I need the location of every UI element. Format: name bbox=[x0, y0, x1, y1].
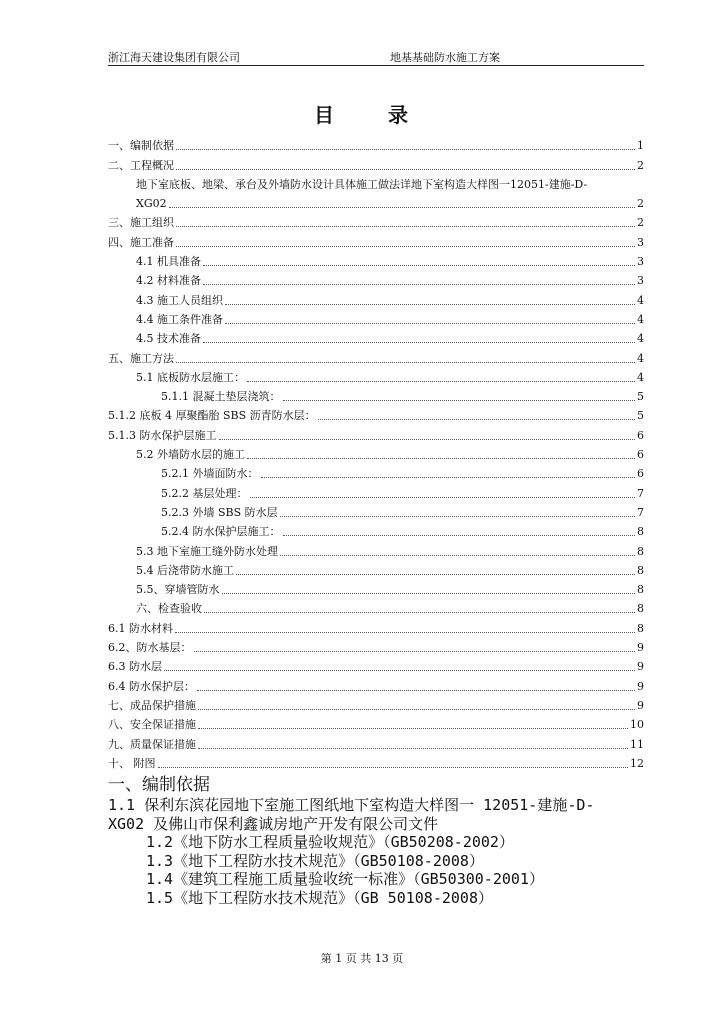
toc-entry[interactable] bbox=[108, 192, 644, 211]
toc-entry-page: 2 bbox=[637, 158, 644, 172]
toc-entry-label: 四、施工准备 bbox=[108, 235, 174, 249]
toc-entry-label: 地下室底板、地梁、承台及外墙防水设计具体施工做法详地下室构造大样图一12051-建施-D- bbox=[136, 177, 588, 191]
toc-entry-label: 5.1.3 防水保护层施工 bbox=[108, 428, 217, 442]
toc-entry-label: 5.2 外墙防水层的施工 bbox=[136, 448, 245, 462]
toc-entry[interactable] bbox=[108, 173, 644, 192]
toc-entry-page: 2 bbox=[637, 216, 644, 230]
toc-entry-label: 5.2.4 防水保护层施工： bbox=[161, 525, 281, 539]
toc-entry[interactable] bbox=[108, 269, 644, 288]
toc-entry[interactable] bbox=[108, 462, 644, 481]
toc-entry-page: 8 bbox=[637, 602, 644, 616]
page-header bbox=[108, 47, 644, 66]
toc-leader-dots bbox=[247, 381, 635, 382]
toc-entry-page: 6 bbox=[637, 428, 644, 442]
toc-leader-dots bbox=[169, 207, 635, 208]
toc-entry-label: 4.4 施工条件准备 bbox=[136, 312, 223, 326]
toc-entry[interactable] bbox=[108, 308, 644, 327]
toc-entry[interactable] bbox=[108, 153, 644, 172]
toc-entry-label: XG02 bbox=[136, 197, 167, 211]
toc-entry[interactable] bbox=[108, 288, 644, 307]
toc-entry[interactable] bbox=[108, 539, 644, 558]
toc-entry-label: 5.1.1 混凝土垫层浇筑： bbox=[161, 390, 281, 404]
basis-line-1: 1.1 保利东滨花园地下室施工图纸地下室构造大样图一 12051-建施-D- bbox=[108, 796, 595, 814]
toc-leader-dots bbox=[236, 574, 635, 575]
toc-leader-dots bbox=[203, 284, 635, 285]
toc-leader-dots bbox=[164, 670, 635, 671]
toc-entry-page: 5 bbox=[637, 409, 644, 423]
toc-entry-page: 9 bbox=[637, 641, 644, 655]
table-of-contents bbox=[108, 134, 644, 771]
toc-entry-page: 9 bbox=[637, 660, 644, 674]
toc-entry[interactable] bbox=[108, 616, 644, 635]
toc-entry-label: 八、安全保证措施 bbox=[108, 718, 196, 732]
toc-entry-label: 5.4 后浇带防水施工 bbox=[136, 563, 234, 577]
toc-leader-dots bbox=[197, 690, 635, 691]
toc-entry-label: 4.3 施工人员组织 bbox=[136, 293, 223, 307]
basis-line-2: XG02 及佛山市保利鑫诚房地产开发有限公司文件 bbox=[108, 814, 439, 833]
toc-leader-dots bbox=[158, 767, 629, 768]
toc-entry-label: 5.2.3 外墙 SBS 防水层 bbox=[161, 505, 278, 519]
toc-leader-dots bbox=[198, 748, 628, 749]
toc-entry-label: 5.3 地下室施工缝外防水处理 bbox=[136, 544, 278, 558]
toc-entry[interactable] bbox=[108, 211, 644, 230]
toc-entry[interactable] bbox=[108, 250, 644, 269]
toc-entry[interactable] bbox=[108, 578, 644, 597]
toc-entry-page: 8 bbox=[637, 563, 644, 577]
toc-leader-dots bbox=[219, 439, 636, 440]
toc-entry-page: 2 bbox=[637, 197, 644, 211]
toc-entry[interactable] bbox=[108, 655, 644, 674]
toc-entry[interactable] bbox=[108, 694, 644, 713]
toc-title-char-2: 录 bbox=[388, 103, 410, 127]
toc-leader-dots bbox=[204, 612, 635, 613]
toc-entry-page: 8 bbox=[637, 583, 644, 597]
toc-entry-label: 6.1 防水材料 bbox=[108, 621, 173, 635]
toc-entry-page: 9 bbox=[637, 698, 644, 712]
toc-entry[interactable] bbox=[108, 674, 644, 693]
toc-leader-dots bbox=[280, 516, 635, 517]
toc-entry-page: 4 bbox=[637, 332, 644, 346]
toc-entry-page: 4 bbox=[637, 351, 644, 365]
toc-leader-dots bbox=[283, 535, 636, 536]
toc-entry-page: 4 bbox=[637, 370, 644, 384]
toc-entry[interactable] bbox=[108, 230, 644, 249]
toc-entry-label: 5.5、穿墙管防水 bbox=[136, 583, 220, 597]
toc-leader-dots bbox=[176, 226, 635, 227]
toc-entry-label: 五、施工方法 bbox=[108, 351, 174, 365]
toc-entry[interactable] bbox=[108, 636, 644, 655]
toc-entry[interactable] bbox=[108, 346, 644, 365]
toc-leader-dots bbox=[194, 651, 636, 652]
toc-entry-label: 4.5 技术准备 bbox=[136, 332, 201, 346]
toc-entry-label: 九、质量保证措施 bbox=[108, 737, 196, 751]
toc-leader-dots bbox=[176, 149, 635, 150]
toc-entry-page: 11 bbox=[630, 737, 644, 751]
toc-leader-dots bbox=[225, 304, 635, 305]
document-title: 地基基础防水施工方案 bbox=[390, 51, 500, 64]
toc-entry-page: 4 bbox=[637, 312, 644, 326]
toc-entry-page: 3 bbox=[637, 235, 644, 249]
toc-entry[interactable] bbox=[108, 752, 644, 771]
toc-entry[interactable] bbox=[108, 385, 644, 404]
toc-entry-page: 7 bbox=[637, 486, 644, 500]
toc-entry-label: 5.1.2 底板 4 厚聚酯胎 SBS 沥青防水层： bbox=[108, 409, 316, 423]
toc-entry-label: 4.2 材料准备 bbox=[136, 274, 201, 288]
section-body bbox=[108, 796, 648, 907]
toc-entry-page: 4 bbox=[637, 293, 644, 307]
toc-entry-label: 一、编制依据 bbox=[108, 139, 174, 153]
toc-leader-dots bbox=[198, 709, 635, 710]
toc-entry-label: 5.1 底板防水层施工： bbox=[136, 370, 245, 384]
toc-title-char-1: 目 bbox=[314, 103, 336, 127]
toc-leader-dots bbox=[176, 362, 635, 363]
toc-entry[interactable] bbox=[108, 327, 644, 346]
toc-entry-page: 8 bbox=[637, 525, 644, 539]
toc-entry-label: 十、 附图 bbox=[108, 756, 156, 770]
toc-entry-page: 1 bbox=[637, 139, 644, 153]
toc-entry[interactable] bbox=[108, 443, 644, 462]
toc-entry-label: 六、检查验收 bbox=[136, 602, 202, 616]
reference-item: 1.5《地下工程防水技术规范》（GB 50108-2008） bbox=[146, 888, 493, 907]
toc-leader-dots bbox=[203, 265, 635, 266]
toc-entry-page: 8 bbox=[637, 621, 644, 635]
toc-entry-label: 6.2、防水基层： bbox=[108, 641, 192, 655]
page-footer: 第 1 页 共 13 页 bbox=[320, 952, 404, 965]
toc-entry[interactable] bbox=[108, 559, 644, 578]
toc-leader-dots bbox=[283, 400, 636, 401]
reference-item: 1.2《地下防水工程质量验收规范》（GB50208-2002） bbox=[146, 833, 514, 851]
toc-entry-page: 10 bbox=[630, 718, 644, 732]
toc-entry-label: 4.1 机具准备 bbox=[136, 255, 201, 269]
toc-entry-label: 七、成品保护措施 bbox=[108, 698, 196, 712]
toc-entry-page: 12 bbox=[630, 756, 644, 770]
toc-entry[interactable] bbox=[108, 481, 644, 500]
toc-entry-page: 8 bbox=[637, 544, 644, 558]
toc-entry-label: 5.2.1 外墙面防水： bbox=[161, 467, 259, 481]
toc-entry-page: 3 bbox=[637, 274, 644, 288]
toc-leader-dots bbox=[247, 458, 635, 459]
toc-leader-dots bbox=[318, 419, 635, 420]
toc-entry[interactable] bbox=[108, 732, 644, 751]
toc-entry-label: 三、施工组织 bbox=[108, 216, 174, 230]
toc-entry[interactable] bbox=[108, 520, 644, 539]
section-heading: 一、编制依据 bbox=[108, 775, 210, 795]
toc-leader-dots bbox=[176, 169, 635, 170]
toc-entry-label: 二、工程概况 bbox=[108, 158, 174, 172]
company-name: 浙江海天建设集团有限公司 bbox=[108, 51, 240, 64]
toc-leader-dots bbox=[222, 593, 636, 594]
toc-entry-label: 6.4 防水保护层： bbox=[108, 679, 195, 693]
toc-entry[interactable] bbox=[108, 597, 644, 616]
toc-leader-dots bbox=[198, 728, 628, 729]
reference-item: 1.4《建筑工程施工质量验收统一标准》（GB50300-2001） bbox=[146, 870, 544, 888]
toc-entry[interactable] bbox=[108, 404, 644, 423]
reference-item: 1.3《地下工程防水技术规范》（GB50108-2008） bbox=[146, 851, 484, 870]
toc-leader-dots bbox=[225, 323, 635, 324]
toc-entry-page: 7 bbox=[637, 505, 644, 519]
toc-entry-page: 3 bbox=[637, 255, 644, 269]
toc-leader-dots bbox=[250, 497, 636, 498]
toc-entry[interactable] bbox=[108, 713, 644, 732]
toc-entry-page: 5 bbox=[637, 390, 644, 404]
toc-leader-dots bbox=[280, 555, 635, 556]
toc-leader-dots bbox=[261, 477, 636, 478]
toc-title bbox=[0, 99, 724, 128]
toc-leader-dots bbox=[175, 632, 635, 633]
toc-entry-label: 6.3 防水层 bbox=[108, 660, 162, 674]
toc-entry[interactable] bbox=[108, 134, 644, 153]
toc-entry[interactable] bbox=[108, 423, 644, 442]
toc-leader-dots bbox=[203, 342, 635, 343]
toc-entry-page: 6 bbox=[637, 448, 644, 462]
toc-entry[interactable] bbox=[108, 501, 644, 520]
toc-entry-label: 5.2.2 基层处理： bbox=[161, 486, 248, 500]
toc-entry-page: 6 bbox=[637, 467, 644, 481]
toc-leader-dots bbox=[176, 246, 635, 247]
toc-entry[interactable] bbox=[108, 366, 644, 385]
toc-entry-page: 9 bbox=[637, 679, 644, 693]
